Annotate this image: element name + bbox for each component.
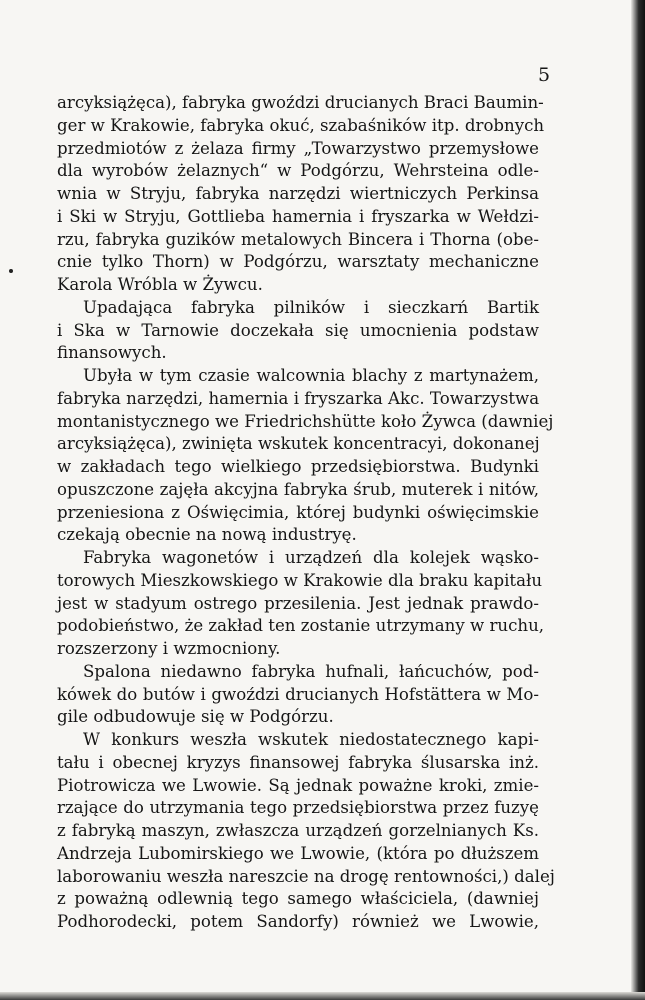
scan-shadow-right bbox=[631, 0, 645, 1000]
text-line: tału i obecnej kryzys finansowej fabryka ślusarska inż. bbox=[57, 752, 539, 772]
text-line: i Ski w Stryju, Gottlieba hamernia i fryszarka w Wełdzi- bbox=[57, 206, 539, 226]
scan-speck bbox=[9, 269, 13, 273]
text-line: z fabryką maszyn, zwłaszcza urządzeń gorzelnianych Ks. bbox=[57, 821, 539, 840]
text-line: Upadająca fabryka pilników i sieczkarń Bartik bbox=[83, 297, 539, 317]
text-line: laborowaniu weszła nareszcie na drogę rentowności,) dalej bbox=[57, 866, 555, 886]
text-line: dla wyrobów żelaznych“ w Podgórzu, Wehrsteina odle- bbox=[57, 161, 539, 181]
text-line: kówek do butów i gwoździ drucianych Hofstättera w Mo- bbox=[57, 684, 539, 704]
scan-shadow-bottom bbox=[0, 992, 645, 1000]
text-line: opuszczone zajęła akcyjna fabryka śrub, muterek i nitów, bbox=[57, 479, 539, 499]
text-line: wnia w Stryju, fabryka narzędzi wiertniczych Perkinsa bbox=[57, 184, 539, 203]
text-line: gile odbudowuje się w Podgórzu. bbox=[57, 707, 334, 727]
text-line: i Ska w Tarnowie doczekała się umocnienia podstaw bbox=[57, 320, 539, 340]
text-line: Karola Wróbla w Żywcu. bbox=[57, 275, 263, 294]
page-number: 5 bbox=[538, 64, 551, 86]
text-line: fabryka narzędzi, hamernia i fryszarka Akc. Towarzystwa bbox=[57, 388, 540, 408]
text-line: rzu, fabryka guzików metalowych Bincera i Thorna (obe- bbox=[57, 229, 539, 249]
text-line: arcyksiążęca), zwinięta wskutek koncentracyi, dokonanej bbox=[57, 434, 540, 454]
text-line: w zakładach tego wielkiego przedsiębiorstwa. Budynki bbox=[57, 457, 539, 476]
text-line: rzające do utrzymania tego przedsiębiorstwa przez fuzyę bbox=[57, 798, 539, 818]
text-line: ger w Krakowie, fabryka okuć, szabaśników itp. drobnych bbox=[57, 115, 545, 135]
text-line: z poważną odlewnią tego samego właściciela, (dawniej bbox=[57, 889, 539, 909]
text-line: finansowych. bbox=[57, 343, 167, 363]
text-line: przedmiotów z żelaza firmy „Towarzystwo przemysłowe bbox=[57, 138, 539, 158]
text-line: Ubyła w tym czasie walcownia blachy z martynażem, bbox=[83, 366, 539, 385]
text-line: Piotrowicza we Lwowie. Są jednak poważne kroki, zmie- bbox=[57, 775, 539, 795]
text-line: rozszerzony i wzmocniony. bbox=[57, 639, 281, 658]
text-line: czekają obecnie na nową industryę. bbox=[57, 525, 357, 545]
text-line: Fabryka wagonetów i urządzeń dla kolejek wąsko- bbox=[83, 548, 539, 567]
text-line: Spalona niedawno fabryka hufnali, łańcuchów, pod- bbox=[83, 661, 539, 681]
text-line: przeniesiona z Oświęcimia, której budynki oświęcimskie bbox=[57, 502, 539, 522]
text-line: podobieństwo, że zakład ten zostanie utrzymany w ruchu, bbox=[57, 616, 545, 636]
text-line: W konkurs weszła wskutek niedostatecznego kapi- bbox=[83, 730, 539, 749]
text-line: arcyksiążęca), fabryka gwoździ drucianych Braci Baumin- bbox=[57, 93, 544, 112]
text-line: Andrzeja Lubomirskiego we Lwowie, (która po dłuższem bbox=[57, 843, 539, 863]
body-text bbox=[57, 92, 555, 934]
text-line: jest w stadyum ostrego przesilenia. Jest jednak prawdo- bbox=[57, 593, 539, 613]
text-line: torowych Mieszkowskiego w Krakowie dla braku kapitału bbox=[57, 570, 543, 590]
text-line: cnie tylko Thorn) w Podgórzu, warsztaty mechaniczne bbox=[57, 252, 539, 272]
text-line: Podhorodecki, potem Sandorfy) również we Lwowie, bbox=[57, 912, 539, 931]
text-line: montanistycznego we Friedrichshütte koło Żywca (dawniej bbox=[57, 411, 554, 431]
